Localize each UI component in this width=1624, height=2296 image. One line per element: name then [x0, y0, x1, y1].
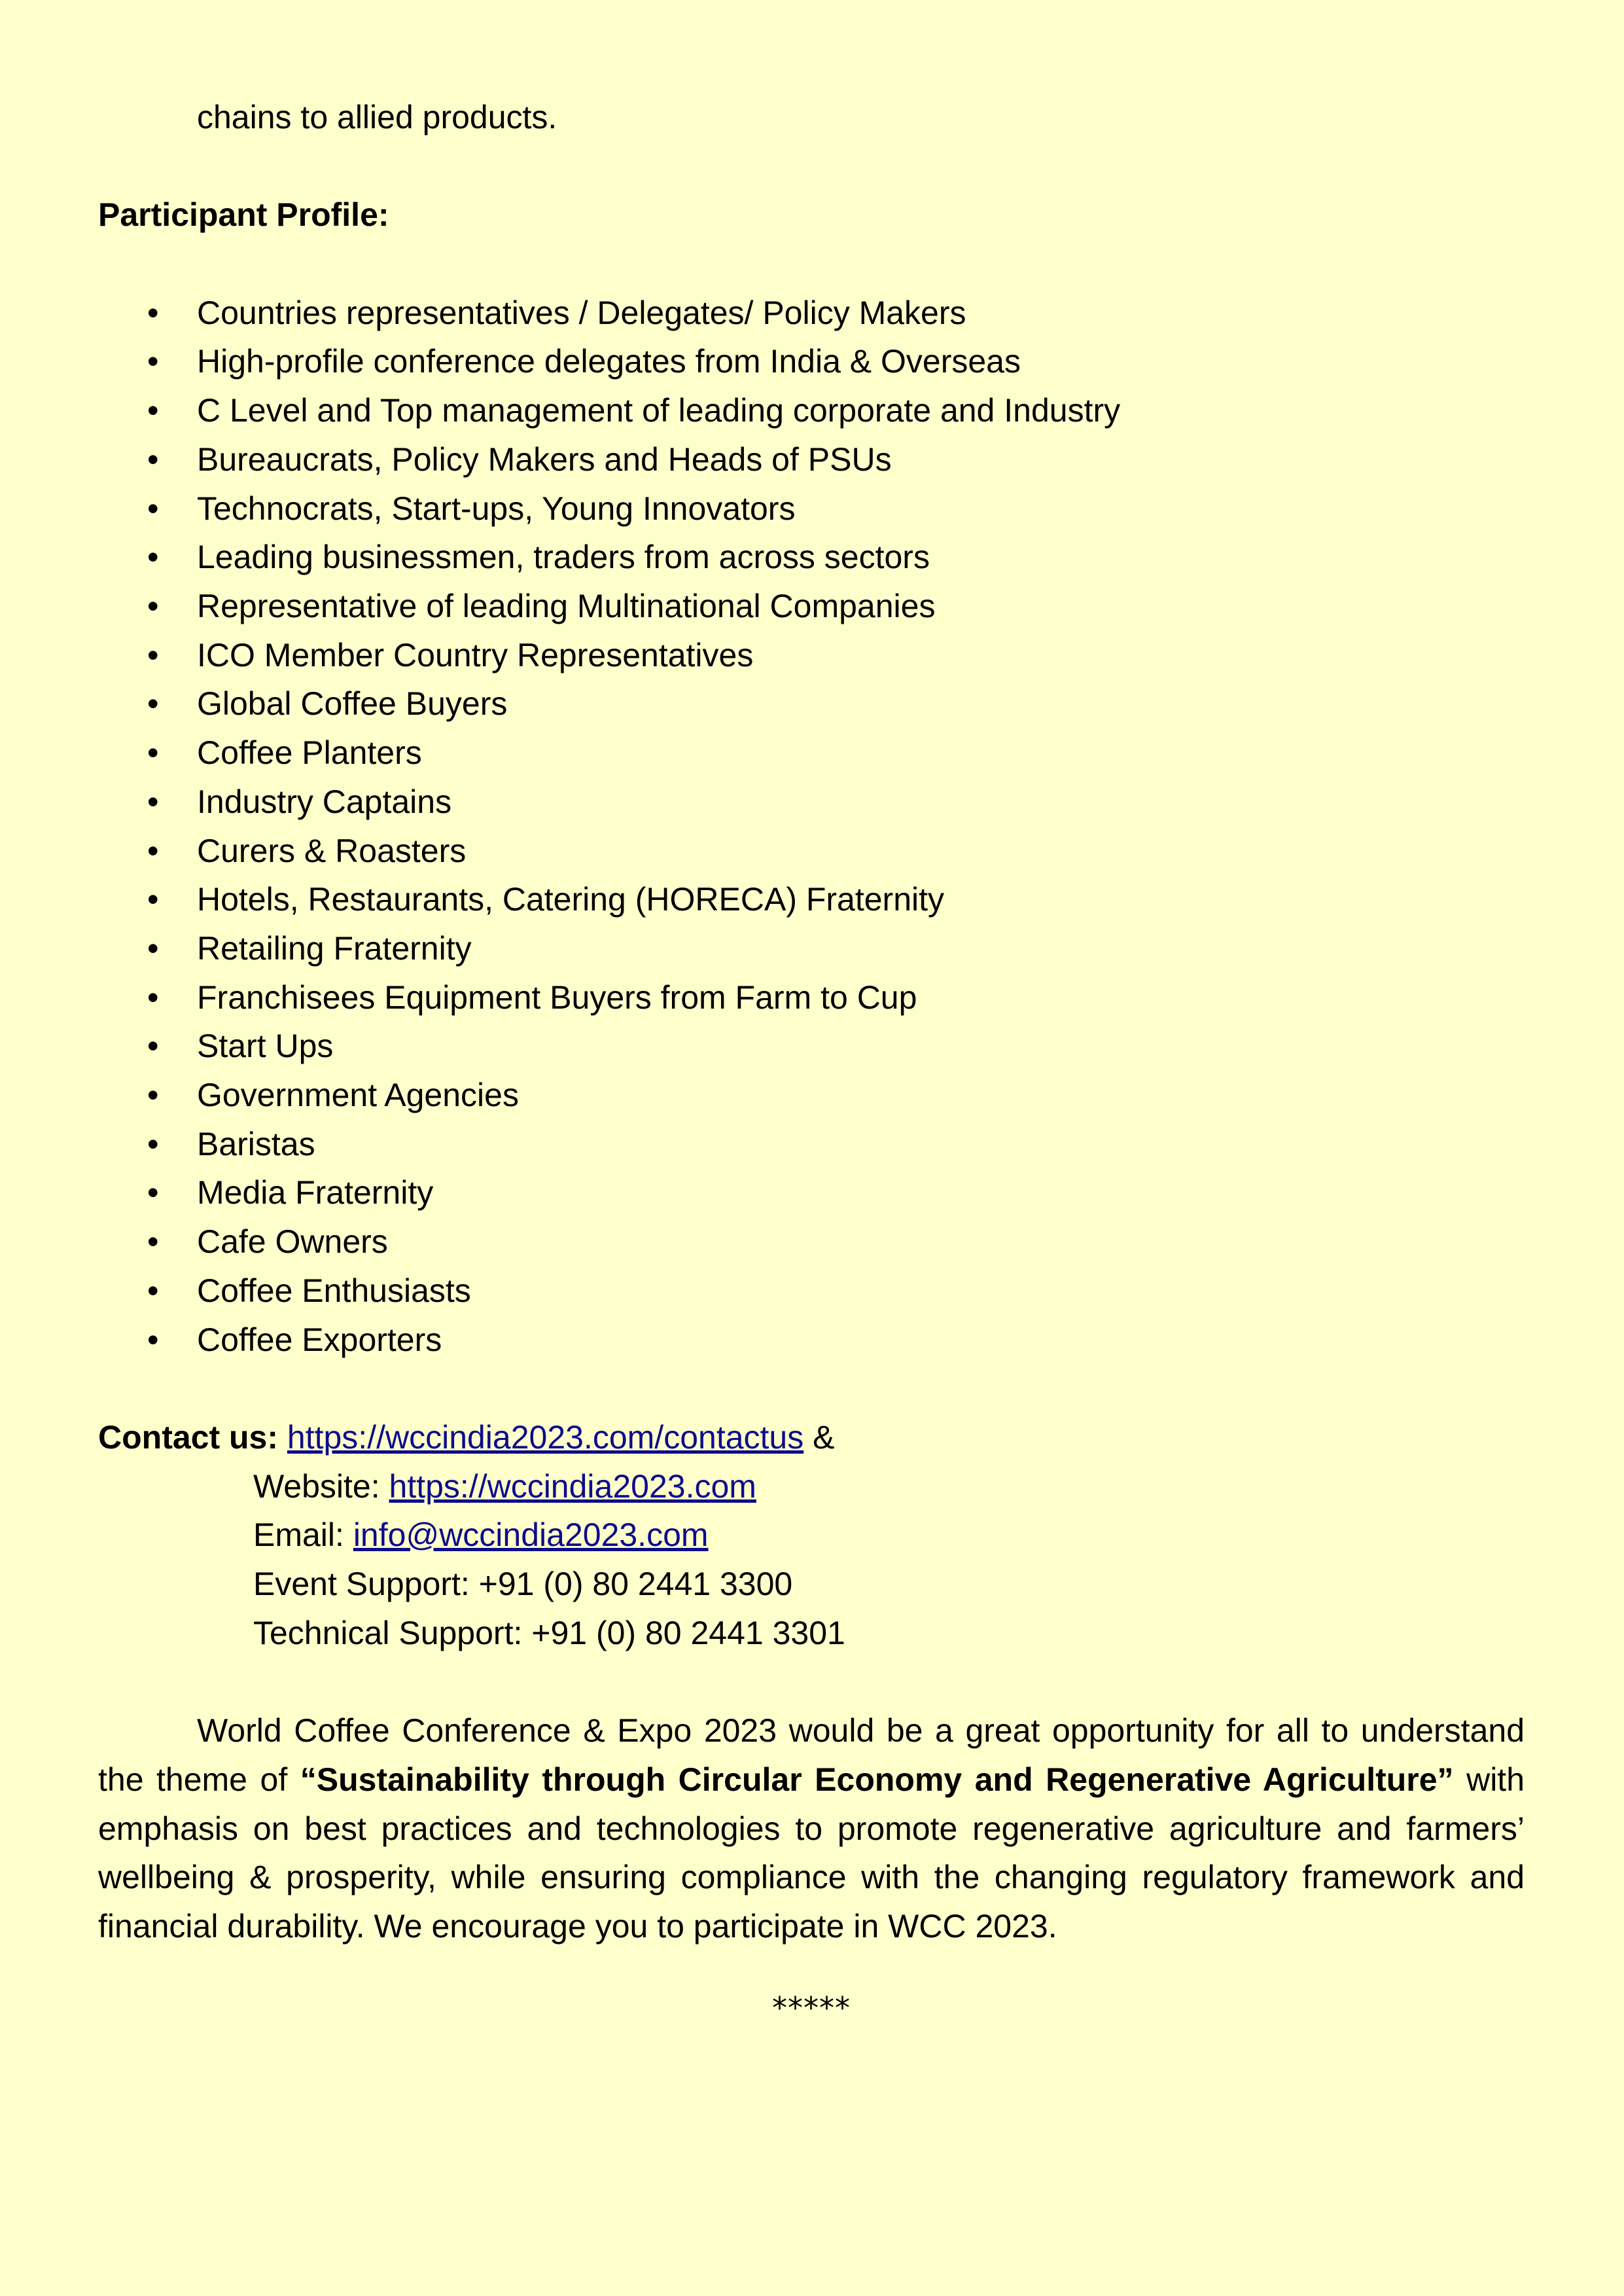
closing-paragraph [98, 1706, 1525, 1951]
event-support-line: Event Support: +91 (0) 80 2441 3300 [253, 1566, 793, 1603]
bullet-icon: • [147, 343, 159, 380]
list-item [98, 582, 1525, 631]
list-item-text: Countries representatives / Delegates/ Policy Makers [197, 294, 966, 331]
bullet-icon: • [147, 636, 159, 673]
bullet-icon: • [147, 539, 159, 576]
contact-us-link[interactable]: https://wccindia2023.com/contactus [287, 1418, 804, 1456]
list-item [98, 875, 1525, 924]
list-item [98, 1316, 1525, 1365]
list-item [98, 289, 1525, 338]
website-link[interactable]: https://wccindia2023.com [389, 1467, 756, 1505]
list-item [98, 973, 1525, 1022]
list-item-text: ICO Member Country Representatives [197, 636, 754, 673]
bullet-icon: • [147, 490, 159, 527]
bullet-icon: • [147, 783, 159, 820]
list-item-text: Hotels, Restaurants, Catering (HORECA) Fraternity [197, 881, 945, 918]
list-item [98, 533, 1525, 582]
contact-label: Contact us: [98, 1418, 278, 1456]
list-item-text: Leading businessmen, traders from across sectors [197, 539, 930, 576]
list-item [98, 1071, 1525, 1120]
website-line [98, 1462, 1525, 1511]
bullet-icon: • [147, 1321, 159, 1358]
list-item [98, 827, 1525, 876]
contact-ampersand: & [813, 1418, 835, 1456]
bullet-icon: • [147, 734, 159, 772]
list-item-text: Franchisees Equipment Buyers from Farm to Cup [197, 978, 917, 1016]
list-item [98, 1266, 1525, 1316]
email-label: Email: [253, 1516, 344, 1554]
bullet-icon: • [147, 294, 159, 331]
list-item-text: Coffee Exporters [197, 1321, 442, 1358]
list-item-text: Global Coffee Buyers [197, 685, 508, 723]
technical-support-line: Technical Support: +91 (0) 80 2441 3301 [253, 1614, 845, 1651]
contact-line [98, 1413, 1525, 1462]
end-marker: ***** [772, 1990, 851, 2026]
list-item [98, 1022, 1525, 1071]
list-item [98, 435, 1525, 484]
list-item-text: Baristas [197, 1125, 315, 1162]
closing-text-part1: World Coffee Conference & Expo 2023 would be a great opportunity for all to understand the theme of [98, 1712, 1525, 1798]
list-item-text: Coffee Enthusiasts [197, 1272, 471, 1309]
closing-theme: “Sustainability through Circular Economy and Regenerative Agriculture” [300, 1761, 1454, 1798]
bullet-icon: • [147, 1223, 159, 1261]
list-item-text: Cafe Owners [197, 1223, 388, 1261]
bullet-icon: • [147, 440, 159, 478]
list-item-text: Technocrats, Start-ups, Young Innovators [197, 490, 796, 527]
participant-profile-heading: Participant Profile: [98, 196, 389, 234]
list-item [98, 778, 1525, 827]
closing-text-part2: with emphasis on best practices and technologies to promote regenerative agriculture and farmers’ wellbeing & prosperity, while ensuring compliance with the changing regulatory framework and financial durability. We encourage you to participate in WCC 2023. [98, 1761, 1525, 1945]
list-item-text: Coffee Planters [197, 734, 422, 772]
list-item-text: Government Agencies [197, 1077, 519, 1114]
bullet-icon: • [147, 392, 159, 429]
contact-section [98, 1413, 1525, 1658]
bullet-icon: • [147, 978, 159, 1016]
list-item [98, 728, 1525, 778]
list-item [98, 679, 1525, 728]
list-item [98, 631, 1525, 680]
bullet-icon: • [147, 929, 159, 967]
bullet-icon: • [147, 1174, 159, 1211]
email-line [98, 1511, 1525, 1560]
list-item [98, 924, 1525, 973]
list-item-text: Curers & Roasters [197, 832, 467, 869]
website-label: Website: [253, 1467, 380, 1505]
list-item-text: Start Ups [197, 1028, 334, 1065]
email-link[interactable]: info@wccindia2023.com [353, 1516, 709, 1554]
bullet-icon: • [147, 832, 159, 869]
bullet-icon: • [147, 685, 159, 723]
list-item-text: Bureaucrats, Policy Makers and Heads of PSUs [197, 440, 892, 478]
intro-continuation: chains to allied products. [197, 99, 557, 135]
list-item [98, 1168, 1525, 1217]
list-item-text: C Level and Top management of leading corporate and Industry [197, 392, 1121, 429]
bullet-icon: • [147, 1028, 159, 1065]
list-item [98, 484, 1525, 533]
bullet-icon: • [147, 588, 159, 624]
bullet-icon: • [147, 1272, 159, 1309]
list-item-text: Representative of leading Multinational Companies [197, 588, 936, 624]
list-item [98, 386, 1525, 435]
bullet-icon: • [147, 1077, 159, 1114]
list-item [98, 1120, 1525, 1169]
list-item-text: Retailing Fraternity [197, 929, 472, 967]
list-item-text: Media Fraternity [197, 1174, 434, 1211]
list-item [98, 337, 1525, 386]
list-item-text: High-profile conference delegates from India & Overseas [197, 343, 1021, 380]
participant-profile-list [98, 289, 1525, 1364]
bullet-icon: • [147, 881, 159, 918]
list-item-text: Industry Captains [197, 783, 452, 820]
list-item [98, 1217, 1525, 1266]
bullet-icon: • [147, 1125, 159, 1162]
